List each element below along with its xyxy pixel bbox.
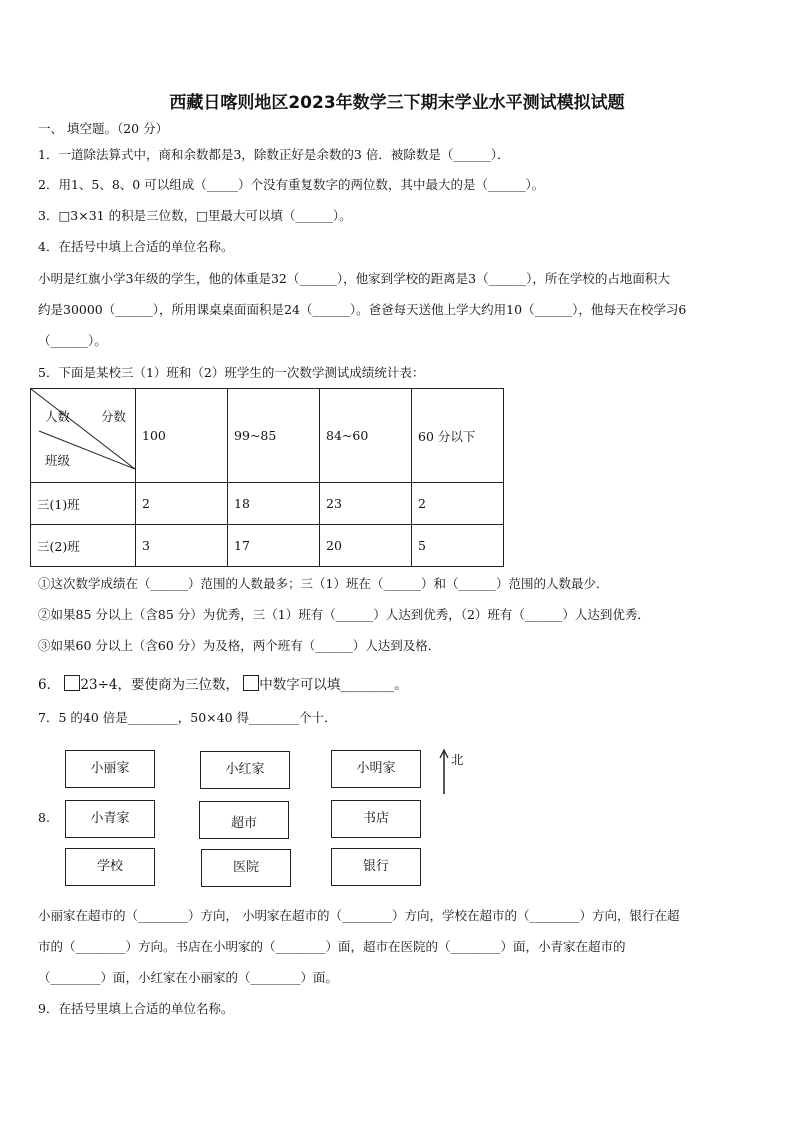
map-box-xiaohong-home: 小红家 bbox=[200, 751, 290, 789]
blank-square-icon bbox=[64, 675, 80, 691]
question-6-number: 6． bbox=[38, 677, 61, 693]
question-4-line-1: 小明是红旗小学3年级的学生，他的体重是32（______），他家到学校的距离是3（______），所在学校的占地面积大 bbox=[38, 271, 670, 286]
question-3: 3．□3×31 的积是三位数，□里最大可以填（______）。 bbox=[38, 208, 352, 223]
header-cell: 84~60 bbox=[320, 389, 412, 483]
table-corner-cell bbox=[31, 389, 136, 483]
corner-people-label: 人数 bbox=[45, 409, 71, 424]
question-5-part-2: ②如果85 分以上（含85 分）为优秀，三（1）班有（______）人达到优秀，（2）班有（______）人达到优秀． bbox=[38, 607, 650, 622]
question-5-part-3: ③如果60 分以上（含60 分）为及格，两个班有（______）人达到及格． bbox=[38, 638, 441, 653]
table-row bbox=[31, 483, 504, 525]
table-cell: 17 bbox=[228, 525, 320, 567]
page-title: 西藏日喀则地区2023年数学三下期末学业水平测试模拟试题 bbox=[169, 93, 625, 113]
corner-class-label: 班级 bbox=[45, 453, 71, 468]
question-6-text-1: 23÷4，要使商为三位数， bbox=[80, 677, 239, 693]
question-6-text-2: 中数字可以填________。 bbox=[259, 677, 408, 693]
table-cell: 2 bbox=[136, 483, 228, 525]
corner-score-label: 分数 bbox=[101, 409, 127, 424]
question-4: 4．在括号中填上合适的单位名称。 bbox=[38, 239, 234, 254]
map-box-xiaoqing-home: 小青家 bbox=[65, 800, 155, 838]
table-cell: 2 bbox=[412, 483, 504, 525]
row-label: 三(1)班 bbox=[31, 483, 136, 525]
map-box-hospital: 医院 bbox=[201, 849, 291, 887]
table-cell: 23 bbox=[320, 483, 412, 525]
row-label: 三(2)班 bbox=[31, 525, 136, 567]
question-5: 5．下面是某校三（1）班和（2）班学生的一次数学测试成绩统计表： bbox=[38, 365, 425, 380]
table-cell: 18 bbox=[228, 483, 320, 525]
question-8-number: 8. bbox=[38, 810, 50, 825]
question-5-part-1: ①这次数学成绩在（______）范围的人数最多；三（1）班在（______）和（______）范围的人数最少． bbox=[38, 576, 609, 591]
question-2: 2．用1、5、8、0 可以组成（_____）个没有重复数字的两位数，其中最大的是（______）。 bbox=[38, 177, 545, 192]
question-8-line-1: 小丽家在超市的（________）方向， 小明家在超市的（________）方向，学校在超市的（________）方向，银行在超 bbox=[38, 908, 680, 923]
north-label: 北 bbox=[451, 752, 464, 767]
header-cell: 99~85 bbox=[228, 389, 320, 483]
map-box-school: 学校 bbox=[65, 848, 155, 886]
blank-square-icon bbox=[243, 675, 259, 691]
table-cell: 5 bbox=[412, 525, 504, 567]
map-box-bookstore: 书店 bbox=[331, 800, 421, 838]
question-6 bbox=[38, 675, 408, 693]
table-row bbox=[31, 525, 504, 567]
map-box-xiaoming-home: 小明家 bbox=[331, 750, 421, 788]
question-8-line-2: 市的（________）方向。书店在小明家的（________）面，超市在医院的（________）面，小青家在超市的 bbox=[38, 939, 626, 954]
map-box-supermarket: 超市 bbox=[199, 801, 289, 839]
score-table bbox=[30, 388, 504, 567]
question-1: 1．一道除法算式中，商和余数都是3，除数正好是余数的3 倍．被除数是（______）． bbox=[38, 147, 510, 162]
table-cell: 20 bbox=[320, 525, 412, 567]
map-box-xiaoli-home: 小丽家 bbox=[65, 750, 155, 788]
question-4-line-3: （______）。 bbox=[38, 333, 107, 348]
question-7: 7．5 的40 倍是________，50×40 得________个十． bbox=[38, 710, 337, 725]
section-heading: 一、 填空题。（20 分） bbox=[38, 121, 169, 136]
header-cell: 60 分以下 bbox=[412, 389, 504, 483]
question-8-line-3: （________）面，小红家在小丽家的（________）面。 bbox=[38, 970, 339, 985]
header-cell: 100 bbox=[136, 389, 228, 483]
table-cell: 3 bbox=[136, 525, 228, 567]
question-4-line-2: 约是30000（______），所用课桌桌面面积是24（______）。爸爸每天送他上学大约用10（______），他每天在校学习6 bbox=[38, 302, 687, 317]
question-9: 9．在括号里填上合适的单位名称。 bbox=[38, 1001, 234, 1016]
map-box-bank: 银行 bbox=[331, 848, 421, 886]
north-arrow-icon bbox=[438, 748, 450, 796]
